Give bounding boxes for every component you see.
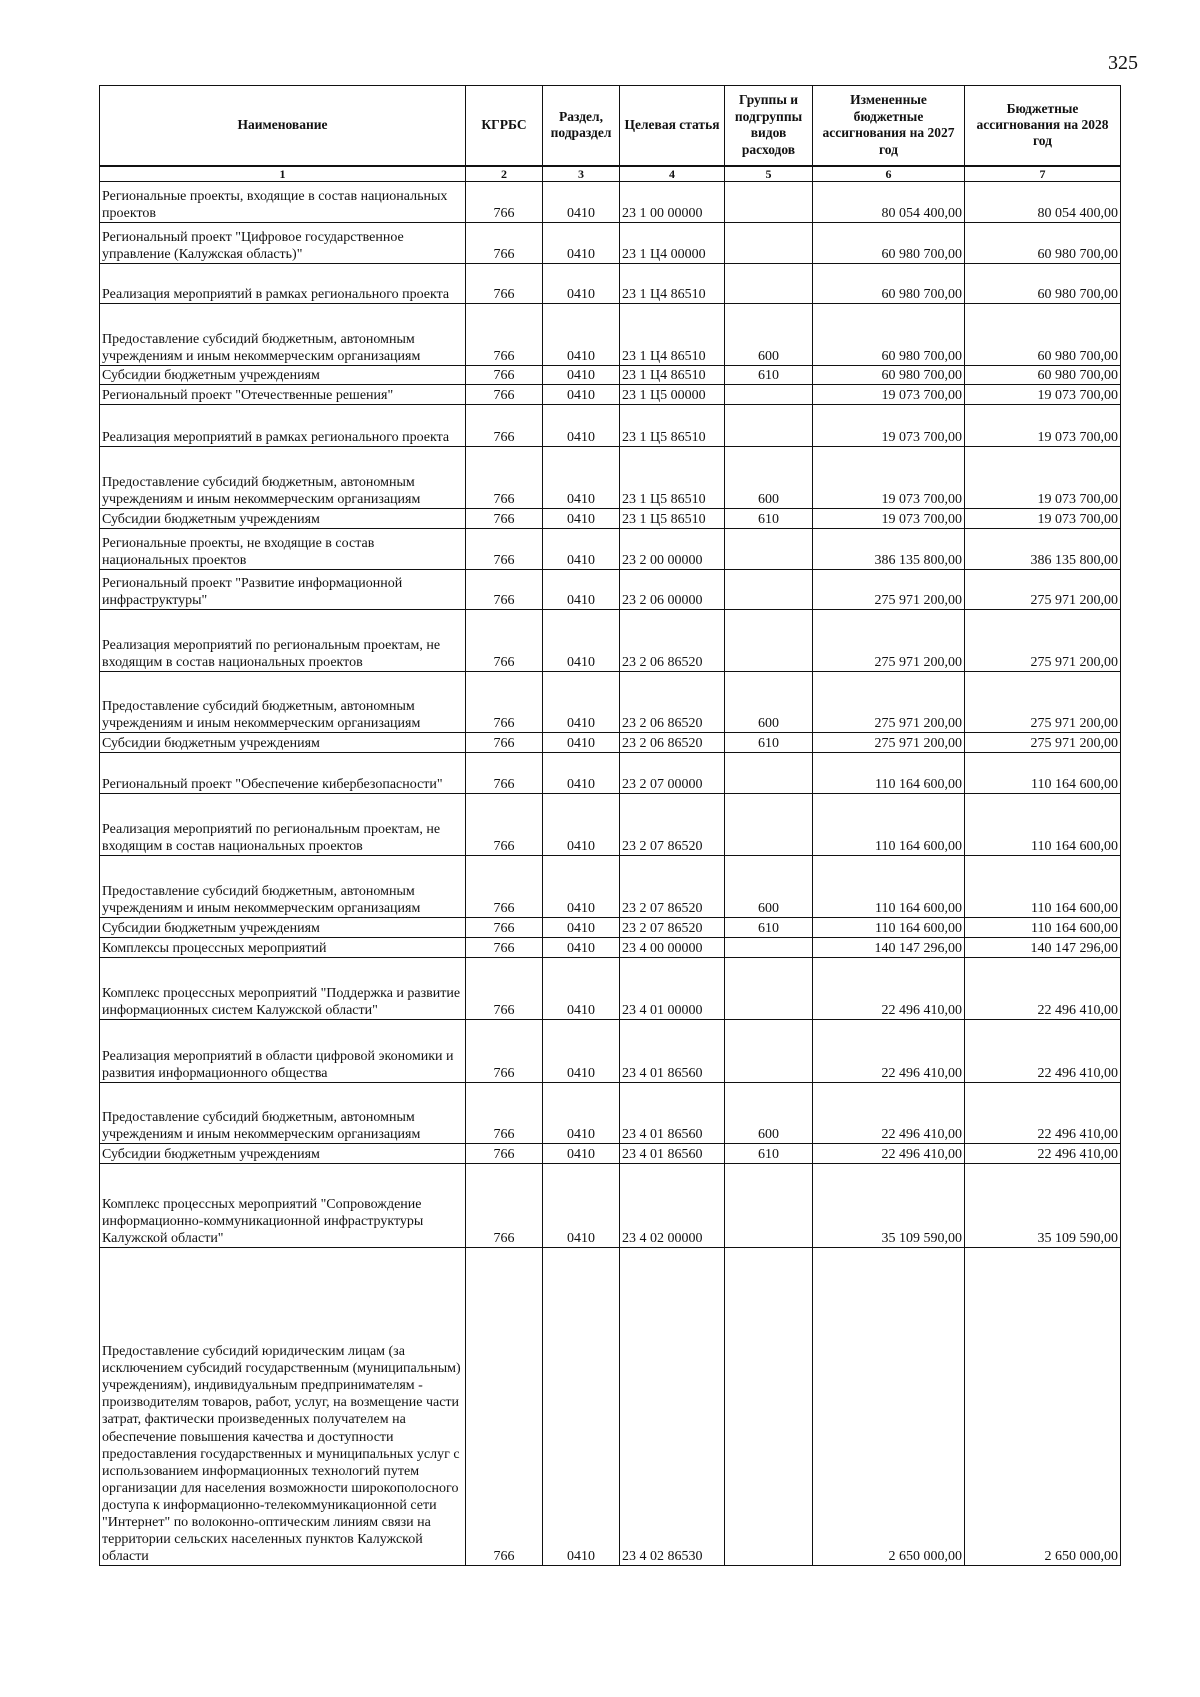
row-name: Предоставление субсидий бюджетным, автономным учреждениям и иным некоммерческим организациям — [100, 1083, 466, 1144]
row-kgrbs: 766 — [466, 447, 543, 509]
row-amount-2028: 22 496 410,00 — [965, 1083, 1121, 1144]
row-target: 23 2 06 86520 — [620, 610, 725, 672]
column-number: 4 — [620, 166, 725, 182]
row-amount-2027: 19 073 700,00 — [813, 385, 965, 405]
row-kgrbs: 766 — [466, 610, 543, 672]
row-kgrbs: 766 — [466, 918, 543, 938]
row-kgrbs: 766 — [466, 385, 543, 405]
row-amount-2027: 60 980 700,00 — [813, 264, 965, 304]
row-name: Предоставление субсидий бюджетным, автономным учреждениям и иным некоммерческим организациям — [100, 304, 466, 366]
row-section: 0410 — [543, 264, 620, 304]
row-target: 23 4 01 00000 — [620, 958, 725, 1020]
row-section: 0410 — [543, 918, 620, 938]
row-name: Предоставление субсидий бюджетным, автономным учреждениям и иным некоммерческим организациям — [100, 447, 466, 509]
row-vr: 610 — [725, 733, 813, 753]
row-target: 23 1 Ц5 86510 — [620, 405, 725, 447]
table-row — [100, 304, 1121, 366]
row-target: 23 2 06 86520 — [620, 672, 725, 733]
table-row — [100, 958, 1121, 1020]
row-vr — [725, 610, 813, 672]
row-amount-2028: 19 073 700,00 — [965, 405, 1121, 447]
row-name: Реализация мероприятий в рамках регионального проекта — [100, 405, 466, 447]
row-kgrbs: 766 — [466, 304, 543, 366]
row-amount-2027: 22 496 410,00 — [813, 1144, 965, 1164]
row-amount-2028: 19 073 700,00 — [965, 509, 1121, 529]
row-target: 23 4 02 00000 — [620, 1164, 725, 1248]
row-vr — [725, 264, 813, 304]
header-section: Раздел, подраздел — [543, 86, 620, 166]
row-section: 0410 — [543, 1083, 620, 1144]
row-name: Субсидии бюджетным учреждениям — [100, 509, 466, 529]
table-row — [100, 794, 1121, 856]
table-header — [100, 86, 1121, 182]
row-section: 0410 — [543, 385, 620, 405]
row-vr — [725, 1020, 813, 1083]
row-amount-2027: 275 971 200,00 — [813, 672, 965, 733]
row-name: Региональные проекты, входящие в состав национальных проектов — [100, 182, 466, 223]
row-kgrbs: 766 — [466, 366, 543, 385]
row-target: 23 1 Ц4 00000 — [620, 223, 725, 264]
row-target: 23 2 00 00000 — [620, 529, 725, 570]
row-target: 23 2 07 86520 — [620, 918, 725, 938]
row-section: 0410 — [543, 405, 620, 447]
row-vr: 600 — [725, 856, 813, 918]
row-amount-2028: 275 971 200,00 — [965, 733, 1121, 753]
table-row — [100, 223, 1121, 264]
table-row — [100, 1083, 1121, 1144]
row-kgrbs: 766 — [466, 1144, 543, 1164]
column-number: 3 — [543, 166, 620, 182]
page-number: 325 — [1108, 52, 1138, 74]
table-row — [100, 1144, 1121, 1164]
table-row — [100, 182, 1121, 223]
row-vr — [725, 182, 813, 223]
row-amount-2028: 22 496 410,00 — [965, 1020, 1121, 1083]
row-section: 0410 — [543, 366, 620, 385]
row-amount-2028: 110 164 600,00 — [965, 856, 1121, 918]
row-amount-2028: 275 971 200,00 — [965, 570, 1121, 610]
row-amount-2028: 19 073 700,00 — [965, 447, 1121, 509]
row-amount-2027: 275 971 200,00 — [813, 610, 965, 672]
row-name: Региональный проект "Развитие информационной инфраструктуры" — [100, 570, 466, 610]
row-name: Предоставление субсидий юридическим лицам (за исключением субсидий государственным (муниципальным) учреждениям), индивидуальным предпринимателям - производителям товаров, работ, услуг, на возмещение части затрат, фактически произведенных получателем на обеспечение повышения качества и доступности предоставления государственных и муниципальных услуг с использованием информационных технологий путем организации для населения возможности широкополосного доступа к информационно-телекоммуникационной сети "Интернет" по волоконно-оптическим линиям связи на территории сельских населенных пунктов Калужской области — [100, 1248, 466, 1566]
row-vr — [725, 958, 813, 1020]
column-number: 6 — [813, 166, 965, 182]
row-amount-2028: 60 980 700,00 — [965, 264, 1121, 304]
row-vr — [725, 794, 813, 856]
row-vr: 610 — [725, 918, 813, 938]
row-amount-2028: 60 980 700,00 — [965, 304, 1121, 366]
row-amount-2028: 275 971 200,00 — [965, 610, 1121, 672]
table-row — [100, 385, 1121, 405]
table-row — [100, 856, 1121, 918]
row-kgrbs: 766 — [466, 856, 543, 918]
row-vr — [725, 405, 813, 447]
row-vr — [725, 1164, 813, 1248]
row-amount-2027: 275 971 200,00 — [813, 570, 965, 610]
row-name: Предоставление субсидий бюджетным, автономным учреждениям и иным некоммерческим организациям — [100, 856, 466, 918]
row-target: 23 2 07 86520 — [620, 856, 725, 918]
row-amount-2028: 110 164 600,00 — [965, 753, 1121, 794]
row-kgrbs: 766 — [466, 938, 543, 958]
header-amount-2027: Измененные бюджетные ассигнования на 2027 год — [813, 86, 965, 166]
budget-table — [99, 85, 1121, 1566]
row-section: 0410 — [543, 304, 620, 366]
row-target: 23 4 00 00000 — [620, 938, 725, 958]
row-section: 0410 — [543, 447, 620, 509]
row-kgrbs: 766 — [466, 223, 543, 264]
row-amount-2028: 60 980 700,00 — [965, 366, 1121, 385]
row-amount-2027: 22 496 410,00 — [813, 1083, 965, 1144]
row-section: 0410 — [543, 938, 620, 958]
row-kgrbs: 766 — [466, 509, 543, 529]
table-row — [100, 1020, 1121, 1083]
table-row — [100, 405, 1121, 447]
row-vr: 600 — [725, 447, 813, 509]
row-name: Региональный проект "Цифровое государственное управление (Калужская область)" — [100, 223, 466, 264]
row-kgrbs: 766 — [466, 753, 543, 794]
row-target: 23 2 06 86520 — [620, 733, 725, 753]
row-section: 0410 — [543, 1144, 620, 1164]
table-row — [100, 509, 1121, 529]
table-row — [100, 1248, 1121, 1566]
row-amount-2028: 22 496 410,00 — [965, 958, 1121, 1020]
row-name: Комплекс процессных мероприятий "Сопровождение информационно-коммуникационной инфраструктуры Калужской области" — [100, 1164, 466, 1248]
table-row — [100, 918, 1121, 938]
row-amount-2028: 2 650 000,00 — [965, 1248, 1121, 1566]
row-amount-2027: 110 164 600,00 — [813, 918, 965, 938]
row-vr — [725, 1248, 813, 1566]
row-vr — [725, 570, 813, 610]
table-row — [100, 733, 1121, 753]
column-number: 5 — [725, 166, 813, 182]
row-target: 23 1 Ц4 86510 — [620, 366, 725, 385]
row-target: 23 2 06 00000 — [620, 570, 725, 610]
row-name: Региональный проект "Обеспечение кибербезопасности" — [100, 753, 466, 794]
row-amount-2028: 140 147 296,00 — [965, 938, 1121, 958]
column-number: 2 — [466, 166, 543, 182]
row-amount-2027: 110 164 600,00 — [813, 753, 965, 794]
row-target: 23 1 Ц4 86510 — [620, 304, 725, 366]
row-kgrbs: 766 — [466, 570, 543, 610]
row-amount-2027: 110 164 600,00 — [813, 794, 965, 856]
row-name: Субсидии бюджетным учреждениям — [100, 918, 466, 938]
row-amount-2028: 60 980 700,00 — [965, 223, 1121, 264]
row-target: 23 4 02 86530 — [620, 1248, 725, 1566]
column-number: 1 — [100, 166, 466, 182]
table-row — [100, 264, 1121, 304]
row-vr: 610 — [725, 509, 813, 529]
row-target: 23 1 Ц4 86510 — [620, 264, 725, 304]
column-number: 7 — [965, 166, 1121, 182]
row-amount-2027: 22 496 410,00 — [813, 958, 965, 1020]
row-amount-2028: 80 054 400,00 — [965, 182, 1121, 223]
row-kgrbs: 766 — [466, 529, 543, 570]
table-body — [100, 182, 1121, 1566]
row-vr — [725, 753, 813, 794]
row-section: 0410 — [543, 610, 620, 672]
row-kgrbs: 766 — [466, 1164, 543, 1248]
row-name: Субсидии бюджетным учреждениям — [100, 733, 466, 753]
row-kgrbs: 766 — [466, 264, 543, 304]
table-row — [100, 529, 1121, 570]
row-target: 23 4 01 86560 — [620, 1144, 725, 1164]
row-kgrbs: 766 — [466, 1248, 543, 1566]
row-amount-2027: 140 147 296,00 — [813, 938, 965, 958]
row-amount-2028: 275 971 200,00 — [965, 672, 1121, 733]
row-vr: 600 — [725, 304, 813, 366]
row-section: 0410 — [543, 672, 620, 733]
row-kgrbs: 766 — [466, 405, 543, 447]
row-amount-2028: 110 164 600,00 — [965, 918, 1121, 938]
row-amount-2027: 275 971 200,00 — [813, 733, 965, 753]
row-name: Реализация мероприятий в рамках регионального проекта — [100, 264, 466, 304]
row-kgrbs: 766 — [466, 958, 543, 1020]
row-amount-2027: 386 135 800,00 — [813, 529, 965, 570]
row-target: 23 1 00 00000 — [620, 182, 725, 223]
table-row — [100, 938, 1121, 958]
header-target: Целевая статья — [620, 86, 725, 166]
table-row — [100, 366, 1121, 385]
row-kgrbs: 766 — [466, 672, 543, 733]
row-target: 23 4 01 86560 — [620, 1020, 725, 1083]
row-vr — [725, 938, 813, 958]
row-amount-2028: 110 164 600,00 — [965, 794, 1121, 856]
row-section: 0410 — [543, 182, 620, 223]
row-target: 23 2 07 00000 — [620, 753, 725, 794]
header-row — [100, 86, 1121, 166]
row-section: 0410 — [543, 1164, 620, 1248]
row-amount-2027: 110 164 600,00 — [813, 856, 965, 918]
row-section: 0410 — [543, 753, 620, 794]
row-target: 23 2 07 86520 — [620, 794, 725, 856]
row-amount-2028: 19 073 700,00 — [965, 385, 1121, 405]
row-amount-2028: 386 135 800,00 — [965, 529, 1121, 570]
row-name: Предоставление субсидий бюджетным, автономным учреждениям и иным некоммерческим организациям — [100, 672, 466, 733]
row-vr: 610 — [725, 366, 813, 385]
row-kgrbs: 766 — [466, 733, 543, 753]
row-vr: 600 — [725, 1083, 813, 1144]
row-section: 0410 — [543, 223, 620, 264]
row-amount-2027: 19 073 700,00 — [813, 447, 965, 509]
row-vr: 610 — [725, 1144, 813, 1164]
row-amount-2027: 35 109 590,00 — [813, 1164, 965, 1248]
row-section: 0410 — [543, 509, 620, 529]
header-amount-2028: Бюджетные ассигнования на 2028 год — [965, 86, 1121, 166]
row-amount-2027: 80 054 400,00 — [813, 182, 965, 223]
table-row — [100, 610, 1121, 672]
table-row — [100, 570, 1121, 610]
table-row — [100, 672, 1121, 733]
row-target: 23 1 Ц5 86510 — [620, 509, 725, 529]
row-kgrbs: 766 — [466, 1083, 543, 1144]
row-amount-2027: 22 496 410,00 — [813, 1020, 965, 1083]
row-vr — [725, 385, 813, 405]
row-section: 0410 — [543, 529, 620, 570]
row-amount-2027: 2 650 000,00 — [813, 1248, 965, 1566]
row-kgrbs: 766 — [466, 794, 543, 856]
row-amount-2027: 19 073 700,00 — [813, 509, 965, 529]
row-section: 0410 — [543, 570, 620, 610]
row-amount-2027: 19 073 700,00 — [813, 405, 965, 447]
row-vr — [725, 529, 813, 570]
header-name: Наименование — [100, 86, 466, 166]
row-section: 0410 — [543, 958, 620, 1020]
row-vr — [725, 223, 813, 264]
row-name: Комплекс процессных мероприятий "Поддержка и развитие информационных систем Калужской области" — [100, 958, 466, 1020]
row-section: 0410 — [543, 1248, 620, 1566]
table-row — [100, 1164, 1121, 1248]
row-section: 0410 — [543, 1020, 620, 1083]
row-name: Субсидии бюджетным учреждениям — [100, 1144, 466, 1164]
row-name: Реализация мероприятий в области цифровой экономики и развития информационного общества — [100, 1020, 466, 1083]
row-section: 0410 — [543, 733, 620, 753]
row-amount-2027: 60 980 700,00 — [813, 223, 965, 264]
row-name: Реализация мероприятий по региональным проектам, не входящим в состав национальных проектов — [100, 610, 466, 672]
row-amount-2027: 60 980 700,00 — [813, 304, 965, 366]
row-name: Субсидии бюджетным учреждениям — [100, 366, 466, 385]
column-number-row — [100, 166, 1121, 182]
row-target: 23 1 Ц5 86510 — [620, 447, 725, 509]
row-kgrbs: 766 — [466, 1020, 543, 1083]
row-amount-2028: 22 496 410,00 — [965, 1144, 1121, 1164]
row-section: 0410 — [543, 856, 620, 918]
row-name: Региональный проект "Отечественные решения" — [100, 385, 466, 405]
row-amount-2028: 35 109 590,00 — [965, 1164, 1121, 1248]
row-name: Региональные проекты, не входящие в состав национальных проектов — [100, 529, 466, 570]
row-section: 0410 — [543, 794, 620, 856]
row-vr: 600 — [725, 672, 813, 733]
header-vr: Группы и подгруппы видов расходов — [725, 86, 813, 166]
row-name: Комплексы процессных мероприятий — [100, 938, 466, 958]
table-row — [100, 447, 1121, 509]
row-kgrbs: 766 — [466, 182, 543, 223]
row-amount-2027: 60 980 700,00 — [813, 366, 965, 385]
row-target: 23 1 Ц5 00000 — [620, 385, 725, 405]
row-name: Реализация мероприятий по региональным проектам, не входящим в состав национальных проектов — [100, 794, 466, 856]
table-row — [100, 753, 1121, 794]
row-target: 23 4 01 86560 — [620, 1083, 725, 1144]
header-kgrbs: КГРБС — [466, 86, 543, 166]
